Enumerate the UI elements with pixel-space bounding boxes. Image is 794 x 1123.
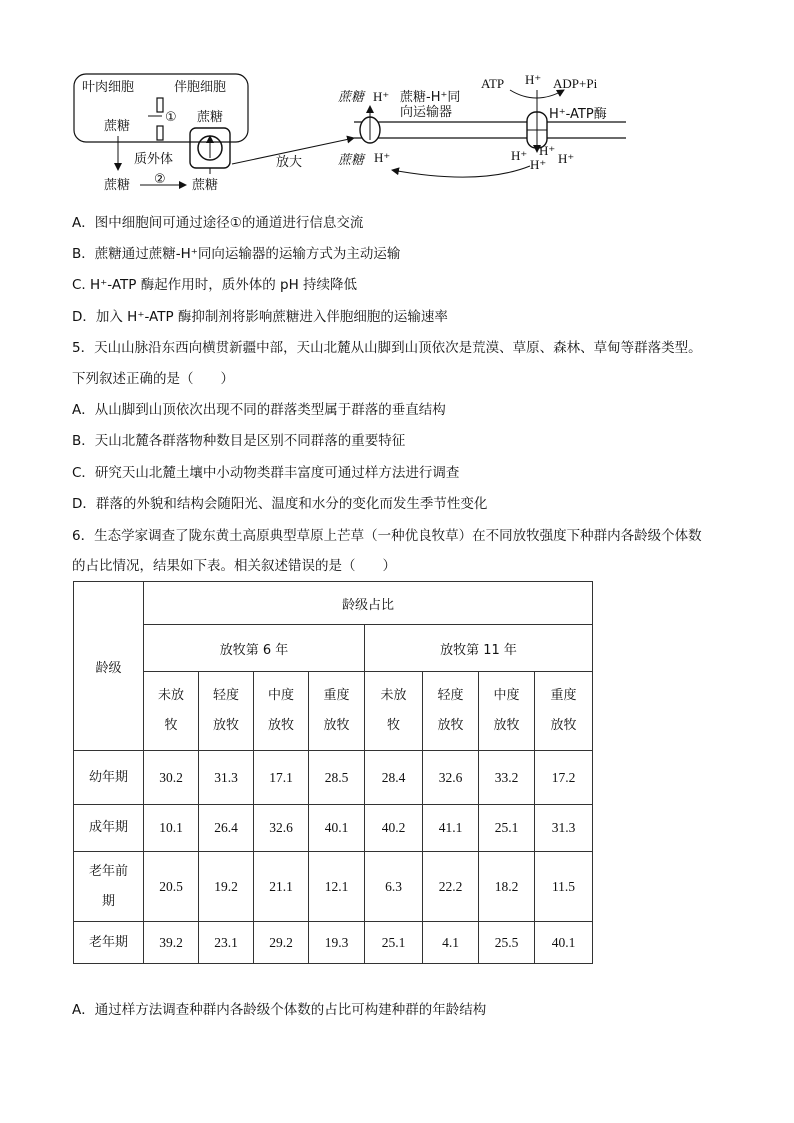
q5-option-d: D．群落的外貌和结构会随阳光、温度和水分的变化而发生季节性变化: [72, 496, 488, 512]
q5-option-b: B．天山北麓各群落物种数目是区别不同群落的重要特征: [72, 433, 406, 449]
value-cell: 17.2: [535, 751, 593, 805]
age-class-label-line: 成年期: [88, 820, 128, 835]
h-plus-out-label: H⁺: [374, 150, 391, 165]
age-class-label-line: 老年前: [88, 863, 128, 879]
marker-2: ②: [154, 172, 166, 187]
q4-option-a: A．图中细胞间可通过途径①的通道进行信息交流: [72, 215, 364, 231]
row-header-cell: 龄级: [74, 582, 144, 751]
subheader-line: 未放: [157, 688, 184, 703]
subheader-line: 重度: [550, 688, 577, 703]
subheader-line: 放牧: [267, 718, 294, 733]
value-cell: 6.3: [365, 852, 423, 922]
age-class-table: [73, 581, 593, 964]
value-cell: 25.1: [479, 805, 535, 852]
subheader-cell: [144, 672, 199, 751]
value-cell: 32.6: [254, 805, 309, 852]
subheader-cell: [365, 672, 423, 751]
value-cell: 23.1: [199, 922, 254, 964]
age-class-label: [74, 922, 144, 964]
age-class-label: [74, 751, 144, 805]
channel-upper: [157, 98, 163, 112]
marker-1: ①: [165, 110, 177, 125]
atp-label: ATP: [481, 76, 505, 91]
value-cell: 11.5: [535, 852, 593, 922]
subheader-line: 重度: [323, 688, 350, 703]
q6-stem-1: 6．生态学家调查了陇东黄土高原典型草原上芒草（一种优良牧草）在不同放牧强度下种群内各龄级个体数: [72, 528, 702, 544]
subheader-cell: [535, 672, 593, 751]
value-cell: 28.4: [365, 751, 423, 805]
value-cell: 30.2: [144, 751, 199, 805]
value-cell: 40.1: [535, 922, 593, 964]
value-cell: 19.3: [309, 922, 365, 964]
h-plus-c: H⁺: [558, 151, 575, 166]
subheader-cell: [254, 672, 309, 751]
value-cell: 33.2: [479, 751, 535, 805]
subheader-cell: [479, 672, 535, 751]
sucrose-apoplast-right: 蔗糖: [192, 178, 219, 193]
value-cell: 19.2: [199, 852, 254, 922]
h-plus-d: H⁺: [530, 157, 547, 172]
q4-option-c: C. H⁺-ATP 酶起作用时，质外体的 pH 持续降低: [72, 277, 358, 293]
value-cell: 26.4: [199, 805, 254, 852]
age-class-label-line: 幼年期: [88, 769, 128, 785]
subheader-line: 牧: [164, 718, 178, 733]
h-plus-a: H⁺: [511, 148, 528, 163]
subheader-line: 未放: [380, 688, 407, 703]
age-class-label: [74, 852, 144, 922]
year6-header: 放牧第 6 年: [144, 625, 365, 672]
value-cell: 31.3: [199, 751, 254, 805]
table-row: [74, 805, 593, 852]
age-class-label-line: 老年期: [88, 934, 128, 950]
h-plus-pump-label: H⁺: [525, 72, 542, 87]
mesophyll-cell-label: 叶肉细胞: [82, 80, 135, 95]
table-row: [74, 922, 593, 964]
subheader-cell: [309, 672, 365, 751]
subheader-line: 轻度: [437, 688, 464, 703]
group-header-cell: 龄级占比: [144, 582, 593, 625]
q5-option-a: A．从山脚到山顶依次出现不同的群落类型属于群落的垂直结构: [72, 402, 446, 418]
year11-header: 放牧第 11 年: [365, 625, 593, 672]
subheader-line: 放牧: [323, 718, 350, 733]
value-cell: 39.2: [144, 922, 199, 964]
subheader-line: 中度: [493, 688, 520, 703]
value-cell: 40.2: [365, 805, 423, 852]
value-cell: 12.1: [309, 852, 365, 922]
value-cell: 31.3: [535, 805, 593, 852]
value-cell: 32.6: [423, 751, 479, 805]
table-row: [74, 852, 593, 922]
value-cell: 25.5: [479, 922, 535, 964]
subheader-line: 放牧: [493, 718, 520, 733]
value-cell: 21.1: [254, 852, 309, 922]
q5-stem-2: 下列叙述正确的是（ ）: [72, 371, 234, 387]
sucrose-out-label: 蔗糖: [338, 153, 365, 168]
cotransporter-label-1: 蔗糖-H⁺同: [400, 90, 461, 105]
subheader-cell: [423, 672, 479, 751]
value-cell: 20.5: [144, 852, 199, 922]
q6-stem-2: 的占比情况，结果如下表。相关叙述错误的是（ ）: [72, 558, 396, 574]
cotransporter-label-2: 向运输器: [400, 105, 453, 120]
value-cell: 22.2: [423, 852, 479, 922]
apoplast-label: 质外体: [134, 152, 174, 167]
subheader-line: 中度: [267, 688, 294, 703]
table-row: [74, 751, 593, 805]
h-plus-in-label: H⁺: [373, 89, 390, 104]
subheader-line: 轻度: [212, 688, 239, 703]
age-class-label: [74, 805, 144, 852]
sucrose-transport-diagram: [70, 68, 630, 200]
sucrose-companion-label: 蔗糖: [197, 110, 224, 125]
value-cell: 29.2: [254, 922, 309, 964]
value-cell: 4.1: [423, 922, 479, 964]
value-cell: 17.1: [254, 751, 309, 805]
h-plus-b: H⁺: [539, 143, 556, 158]
subheader-line: 放牧: [437, 718, 464, 733]
channel-lower: [157, 126, 163, 140]
q6-option-a: A．通过样方法调查种群内各龄级个体数的占比可构建种群的年龄结构: [72, 1002, 487, 1018]
subheader-line: 放牧: [550, 718, 577, 733]
magnify-label: 放大: [276, 155, 303, 170]
q4-option-b: B．蔗糖通过蔗糖-H⁺同向运输器的运输方式为主动运输: [72, 246, 401, 262]
age-class-label-line: 期: [101, 893, 115, 909]
q4-option-d: D．加入 H⁺-ATP 酶抑制剂将影响蔗糖进入伴胞细胞的运输速率: [72, 309, 448, 325]
subheader-line: 牧: [386, 718, 400, 733]
value-cell: 40.1: [309, 805, 365, 852]
sucrose-apoplast-left: 蔗糖: [104, 178, 131, 193]
sucrose-in-label: 蔗糖: [338, 90, 365, 105]
subheader-line: 放牧: [212, 718, 239, 733]
value-cell: 28.5: [309, 751, 365, 805]
proton-return-arrow: [392, 166, 530, 177]
value-cell: 18.2: [479, 852, 535, 922]
value-cell: 25.1: [365, 922, 423, 964]
subheader-cell: [199, 672, 254, 751]
value-cell: 41.1: [423, 805, 479, 852]
sucrose-mesophyll-label: 蔗糖: [104, 119, 131, 134]
adp-pi-label: ADP+Pi: [553, 76, 598, 91]
q5-stem-1: 5．天山山脉沿东西向横贯新疆中部，天山北麓从山脚到山顶依次是荒漠、草原、森林、草甸等群落类型。: [72, 340, 702, 356]
atpase-label: H⁺-ATP酶: [549, 107, 607, 122]
q5-option-c: C．研究天山北麓土壤中小动物类群丰富度可通过样方法进行调查: [72, 465, 460, 481]
value-cell: 10.1: [144, 805, 199, 852]
companion-cell-label: 伴胞细胞: [174, 80, 227, 95]
